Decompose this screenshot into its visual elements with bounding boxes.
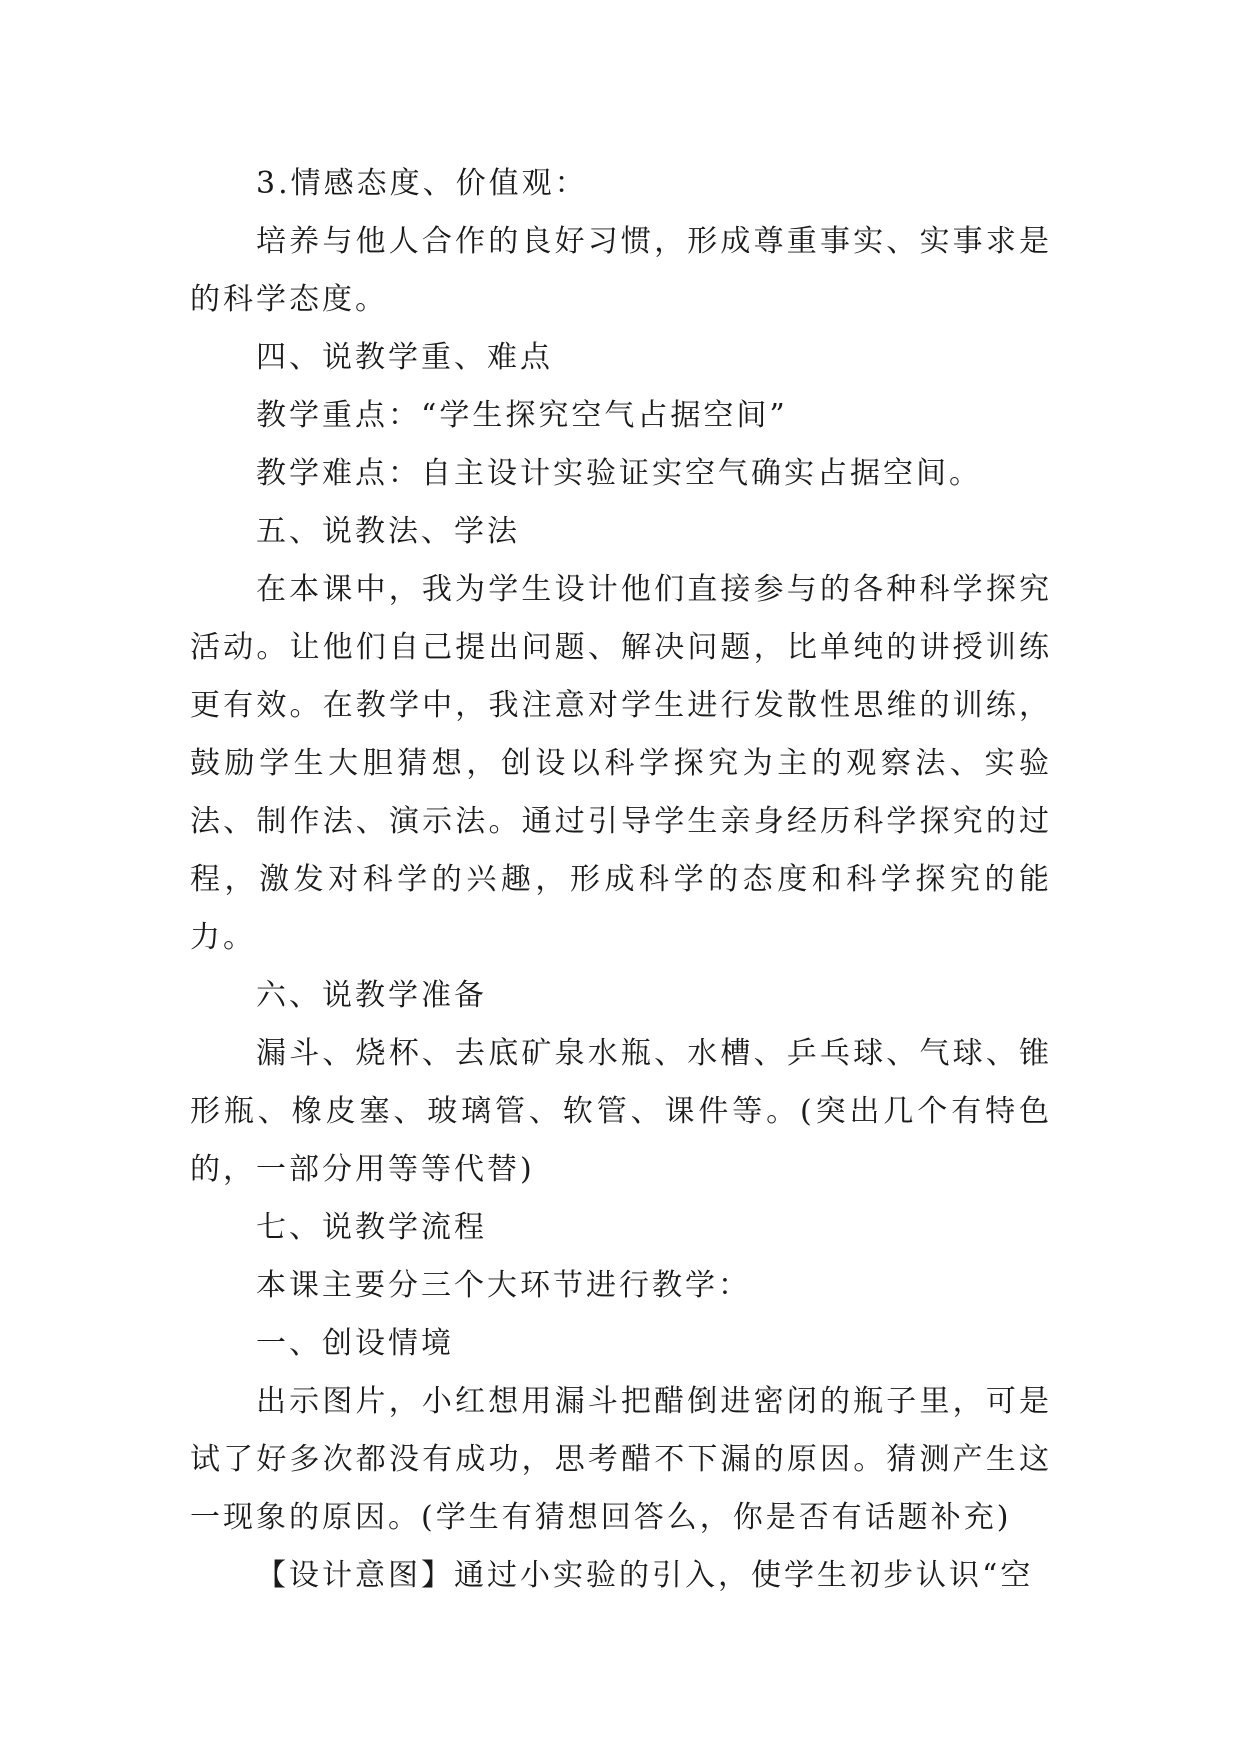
subheading-emotion-values: 3.情感态度、价值观：: [256, 166, 588, 201]
paragraph-teaching-difficulty: 教学难点：自主设计实验证实空气确实占据空间。: [256, 456, 982, 491]
document-body: [190, 155, 1052, 1605]
heading-teaching-preparation: 六、说教学准备: [256, 978, 487, 1013]
paragraph-emotion-values: 培养与他人合作的良好习惯，形成尊重事实、实事求是的科学态度。: [190, 224, 1052, 317]
paragraph-teaching-preparation: 漏斗、烧杯、去底矿泉水瓶、水槽、乒乓球、气球、锥形瓶、橡皮塞、玻璃管、软管、课件等。(突出几个有特色的，一部分用等等代替): [190, 1036, 1052, 1187]
heading-teaching-methods: 五、说教法、学法: [256, 514, 520, 549]
paragraph-teaching-key-point: 教学重点：“学生探究空气占据空间”: [256, 398, 788, 433]
paragraph-create-situation: 出示图片，小红想用漏斗把醋倒进密闭的瓶子里，可是试了好多次都没有成功，思考醋不下漏的原因。猜测产生这一现象的原因。(学生有猜想回答么，你是否有话题补充): [190, 1384, 1052, 1535]
heading-teaching-focus: 四、说教学重、难点: [256, 340, 553, 375]
paragraph-process-intro: 本课主要分三个大环节进行教学：: [256, 1268, 751, 1303]
heading-teaching-process: 七、说教学流程: [256, 1210, 487, 1245]
paragraph-teaching-methods: 在本课中，我为学生设计他们直接参与的各种科学探究活动。让他们自己提出问题、解决问题，比单纯的讲授训练更有效。在教学中，我注意对学生进行发散性思维的训练，鼓励学生大胆猜想，创设以科学探究为主的观察法、实验法、制作法、演示法。通过引导学生亲身经历科学探究的过程，激发对科学的兴趣，形成科学的态度和科学探究的能力。: [190, 572, 1052, 955]
heading-create-situation: 一、创设情境: [256, 1326, 454, 1361]
paragraph-design-intent: 【设计意图】通过小实验的引入，使学生初步认识“空: [256, 1558, 1034, 1593]
